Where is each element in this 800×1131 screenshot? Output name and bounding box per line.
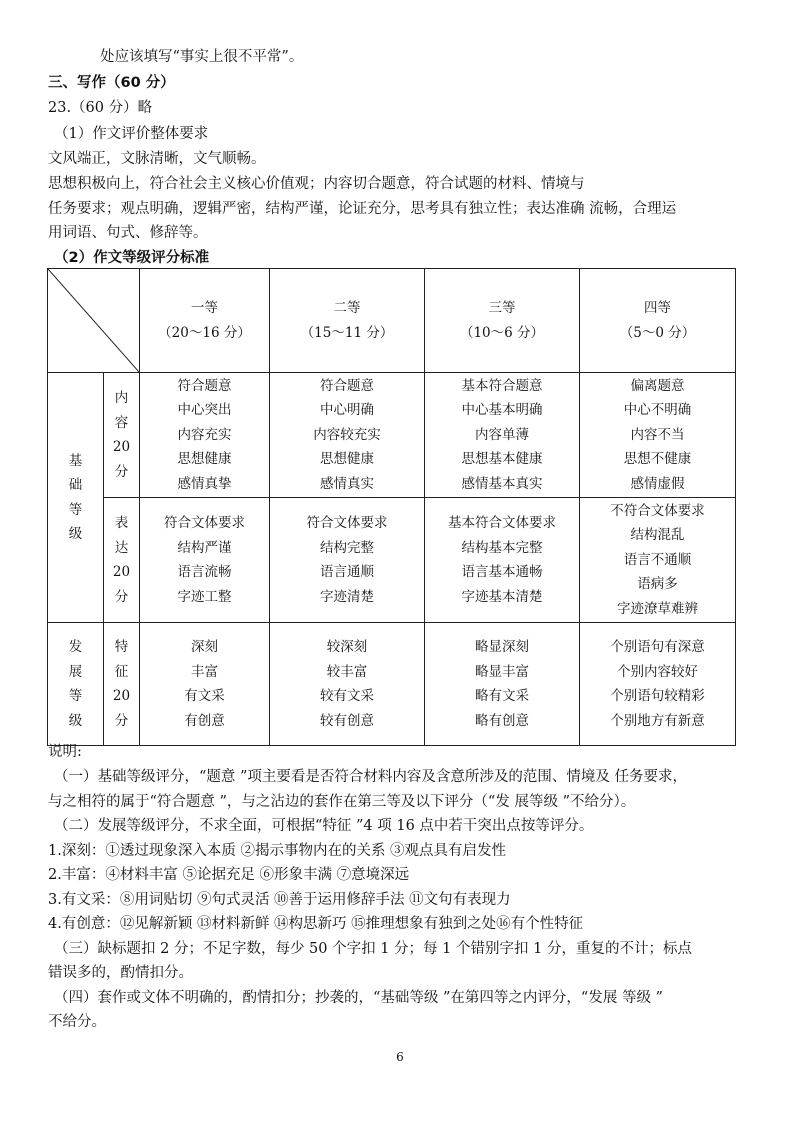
header-grade-4: 四等 （5～0 分）: [580, 269, 736, 373]
diagonal-line: [48, 269, 139, 372]
note-line: 错误多的，酌情扣分。: [48, 965, 193, 981]
notes-title: 说明:: [48, 744, 82, 760]
content-label: 内 容 20 分: [104, 373, 140, 498]
development-level-label: 发 展 等 级: [48, 623, 104, 746]
table-row-content: [48, 373, 736, 498]
expression-cell: 不符合文体要求 结构混乱 语言不通顺 语病多 字迹潦草难辨: [580, 498, 736, 623]
feature-cell: 个别语句有深意 个别内容较好 个别语句较精彩 个别地方有新意: [580, 623, 736, 746]
grading-table: [47, 268, 736, 746]
req-line: 任务要求；观点明确，逻辑严密，结构严谨，论证充分，思考具有独立性；表达准确 流畅，合理运: [48, 201, 677, 217]
expression-cell: 符合文体要求 结构完整 语言通顺 字迹清楚: [270, 498, 425, 623]
note-line: （二）发展等级评分，不求全面，可根据“特征 ”4 项 16 点中若干突出点按等评分。: [54, 818, 594, 834]
feature-cell: 深刻 丰富 有文采 有创意: [140, 623, 270, 746]
note-line: 不给分。: [48, 1014, 106, 1030]
feature-label: 特 征 20 分: [104, 623, 140, 746]
sub1-title: （1）作文评价整体要求: [54, 126, 209, 142]
note-line: 3.有文采：⑧用词贴切 ⑨句式灵活 ⑩善于运用修辞手法 ⑪文句有表现力: [48, 892, 511, 908]
header-grade-2: 二等 （15～11 分）: [270, 269, 425, 373]
table-row-expression: [48, 498, 736, 623]
note-line: （三）缺标题扣 2 分；不足字数，每少 50 个字扣 1 分；每 1 个错别字扣 1 分，重复的不计；标点: [54, 941, 692, 957]
table-header-row: [48, 269, 736, 373]
content-cell: 偏离题意 中心不明确 内容不当 思想不健康 感情虚假: [580, 373, 736, 498]
note-line: 1.深刻：①透过现象深入本质 ②揭示事物内在的关系 ③观点具有启发性: [48, 843, 507, 859]
page-number: 6: [396, 1050, 404, 1064]
expression-label: 表 达 20 分: [104, 498, 140, 623]
header-grade-1: 一等 （20～16 分）: [140, 269, 270, 373]
note-line: 2.丰富：④材料丰富 ⑤论据充足 ⑥形象丰满 ⑦意境深远: [48, 867, 410, 883]
content-cell: 基本符合题意 中心基本明确 内容单薄 思想基本健康 感情基本真实: [425, 373, 580, 498]
diagonal-corner-cell: [48, 269, 140, 373]
section-title: 三、写作（60 分）: [48, 75, 175, 91]
req-line: 用词语、句式、修辞等。: [48, 225, 208, 241]
req-line: 文风端正，文脉清晰，文气顺畅。: [48, 151, 266, 167]
content-cell: 符合题意 中心突出 内容充实 思想健康 感情真挚: [140, 373, 270, 498]
table-row-feature: [48, 623, 736, 746]
note-line: （四）套作或文体不明确的，酌情扣分；抄袭的，“基础等级 ”在第四等之内评分，“发展 等级 ”: [54, 990, 663, 1006]
expression-cell: 符合文体要求 结构严谨 语言流畅 字迹工整: [140, 498, 270, 623]
sub2-title: （2）作文等级评分标准: [54, 250, 210, 266]
basic-level-label: 基 础 等 级: [48, 373, 104, 623]
intro-line: 处应该填写“事实上很不平常”。: [100, 49, 304, 65]
header-grade-3: 三等 （10～6 分）: [425, 269, 580, 373]
feature-cell: 略显深刻 略显丰富 略有文采 略有创意: [425, 623, 580, 746]
note-line: 4.有创意：⑫见解新颖 ⑬材料新鲜 ⑭构思新巧 ⑮推理想象有独到之处⑯有个性特征: [48, 916, 584, 932]
question-23: 23.（60 分）略: [48, 100, 153, 116]
expression-cell: 基本符合文体要求 结构基本完整 语言基本通畅 字迹基本清楚: [425, 498, 580, 623]
content-cell: 符合题意 中心明确 内容较充实 思想健康 感情真实: [270, 373, 425, 498]
note-line: （一）基础等级评分，“题意 ”项主要看是否符合材料内容及含意所涉及的范围、情境及 任务要求，: [54, 769, 688, 785]
req-line: 思想积极向上，符合社会主义核心价值观；内容切合题意，符合试题的材料、情境与: [48, 176, 585, 192]
feature-cell: 较深刻 较丰富 较有文采 较有创意: [270, 623, 425, 746]
note-line: 与之相符的属于“符合题意 ”，与之沾边的套作在第三等及以下评分（“发 展等级 ”不给分）。: [48, 794, 636, 810]
